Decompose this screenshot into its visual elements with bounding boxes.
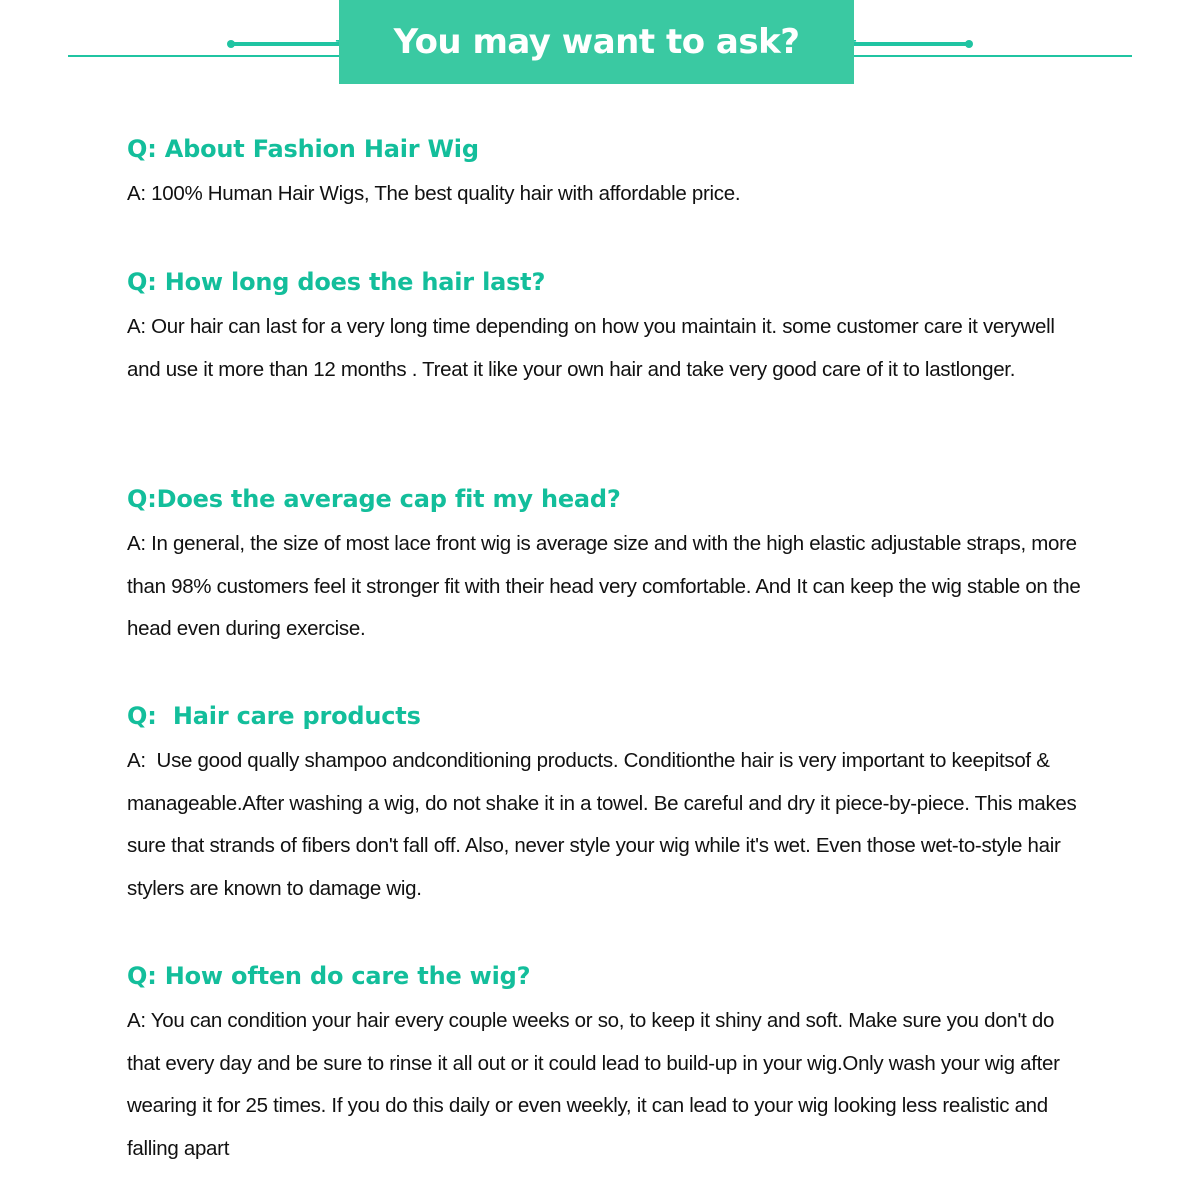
faq-question: Q: How long does the hair last? (127, 268, 546, 296)
header-connector-right-icon (840, 40, 1200, 50)
faq-item-cap-fit (127, 484, 1087, 651)
faq-answer: A: 100% Human Hair Wigs, The best quality hair with affordable price. (127, 182, 741, 205)
faq-question: Q: Hair care products (127, 702, 421, 730)
page-title: You may want to ask? (393, 22, 800, 62)
header-connector-left-icon (0, 40, 360, 50)
header-rule-left (68, 55, 340, 57)
faq-item-hair-last (127, 267, 1087, 391)
faq-item-about-wig (127, 134, 1087, 216)
faq-item-care-frequency (127, 961, 1087, 1170)
faq-question: Q: About Fashion Hair Wig (127, 135, 479, 163)
faq-answer: A: Use good qually shampoo andconditioning products. Conditionthe hair is very important to keepitsof & manageable.After washing a wig, do not shake it in a towel. Be careful and dry it piece-by-piece. This makes sure that strands of fibers don't fall off. Also, never style your wig while it's wet. Even those wet-to-style hair stylers are known to damage wig. (127, 749, 1082, 900)
faq-answer: A: Our hair can last for a very long time depending on how you maintain it. some customer care it verywell and use it more than 12 months . Treat it like your own hair and take very good care of it to lastlonger. (127, 315, 1060, 381)
header-rule-right (854, 55, 1132, 57)
faq-question: Q:Does the average cap fit my head? (127, 485, 621, 513)
faq-answer: A: In general, the size of most lace front wig is average size and with the high elastic adjustable straps, more than 98% customers feel it stronger fit with their head very comfortable. And It can keep the wig stable on the head even during exercise. (127, 532, 1086, 640)
faq-answer: A: You can condition your hair every couple weeks or so, to keep it shiny and soft. Make sure you don't do that every day and be sure to rinse it all out or it could lead to build-up in your wig.Only wash your wig after wearing it for 25 times. If you do this daily or even weekly, it can lead to your wig looking less realistic and falling apart (127, 1009, 1066, 1160)
header-title-banner (339, 0, 854, 84)
faq-question: Q: How often do care the wig? (127, 962, 531, 990)
faq-item-hair-care (127, 701, 1087, 910)
